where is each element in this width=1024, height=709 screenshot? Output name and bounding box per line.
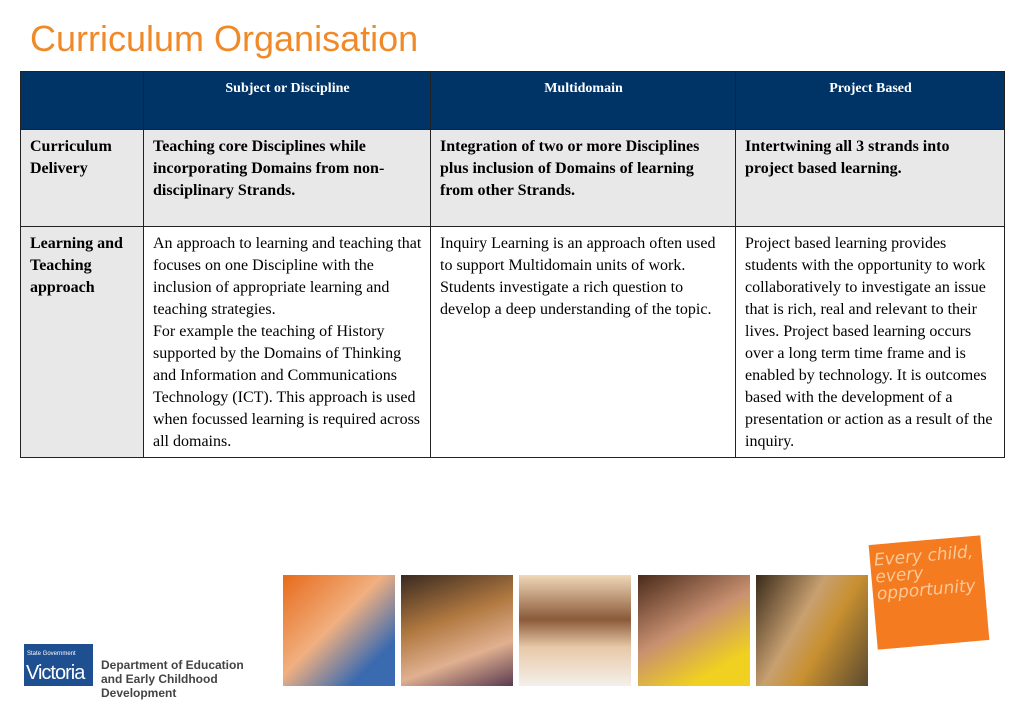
photo-student [756, 575, 868, 686]
table-cell: Teaching core Disciplines while incorporating Domains from non-disciplinary Strands. [144, 130, 431, 227]
table-row [21, 130, 1005, 227]
curriculum-table [20, 71, 1005, 458]
department-name: Department of Education and Early Childhood Development [101, 658, 244, 700]
photo-baby [283, 575, 395, 686]
victoria-logo [24, 644, 93, 686]
table-cell: An approach to learning and teaching that focuses on one Discipline with the inclusion of appropriate learning and teaching strategies. For example the teaching of History supported by the Domains of Thinking and Information and Communications Technology (ICT). This approach is used when focussed learning is required across all domains. [144, 227, 431, 458]
table-cell: Inquiry Learning is an approach often used to support Multidomain units of work. Students investigate a rich question to develop a deep understanding of the topic. [431, 227, 736, 458]
header-row [21, 72, 1005, 130]
header-cell: Multidomain [431, 72, 736, 130]
table-cell: Intertwining all 3 strands into project based learning. [736, 130, 1005, 227]
photo-child-hands [401, 575, 513, 686]
logo-small-text: State Government [27, 651, 76, 657]
header-cell [21, 72, 144, 130]
row-label: Learning and Teaching approach [21, 227, 144, 458]
row-label: Curriculum Delivery [21, 130, 144, 227]
photo-boy [519, 575, 631, 686]
table-row [21, 227, 1005, 458]
table-cell: Project based learning provides students with the opportunity to work collaboratively to investigate an issue that is rich, real and relevant to their lives. Project based learning occurs over a long term time frame and is enabled by technology. It is outcomes based with the development of a presentation or action as a result of the inquiry. [736, 227, 1005, 458]
header-cell: Project Based [736, 72, 1005, 130]
slogan-box: Every child, every opportunity [869, 535, 990, 649]
photo-girl-teacher [638, 575, 750, 686]
page-title: Curriculum Organisation [30, 18, 419, 59]
header-cell: Subject or Discipline [144, 72, 431, 130]
logo-big-text: Victoria [26, 662, 85, 684]
table-cell: Integration of two or more Disciplines plus inclusion of Domains of learning from other Strands. [431, 130, 736, 227]
